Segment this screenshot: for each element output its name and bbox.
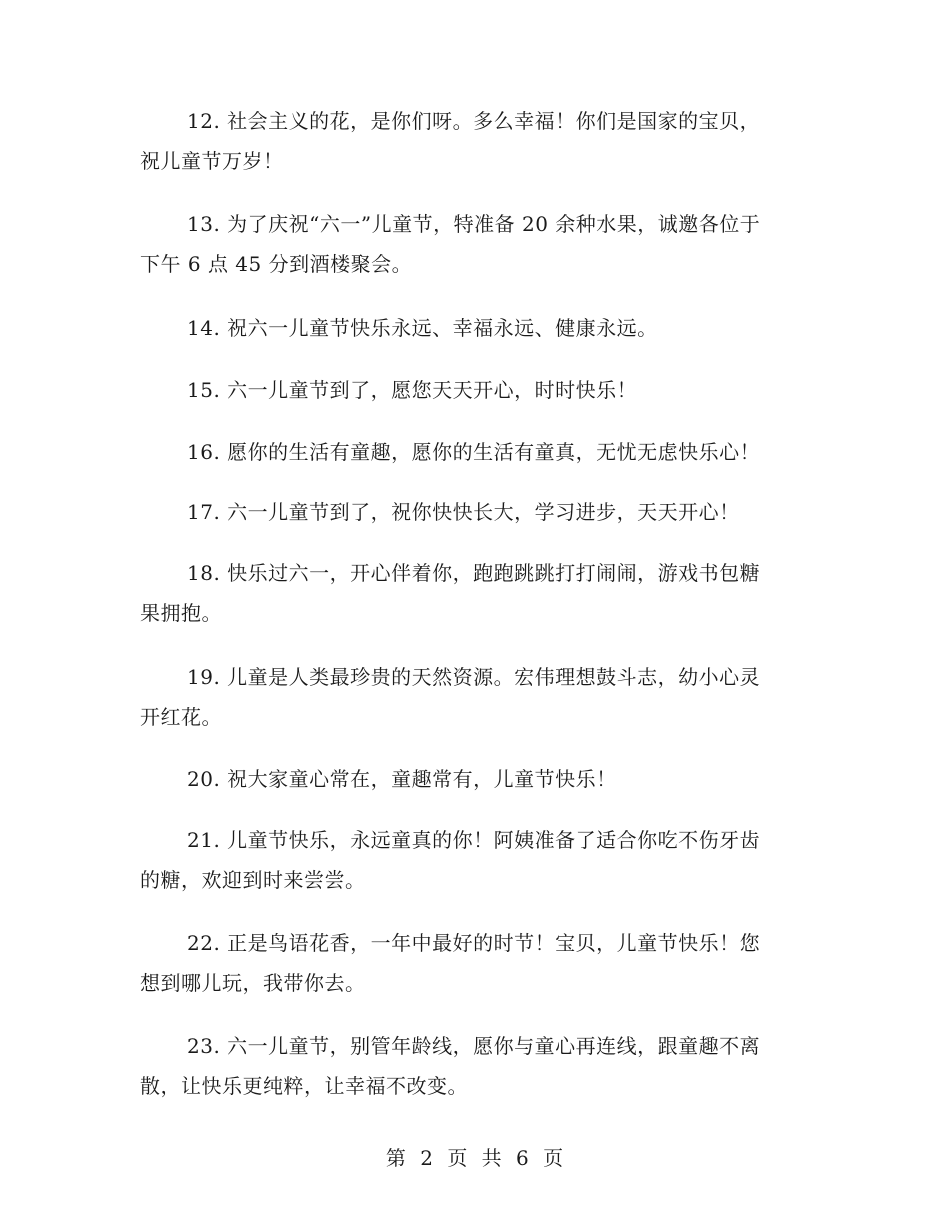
- item-line: 下午 6 点 45 分到酒楼聚会。: [140, 252, 413, 276]
- list-item: [140, 204, 815, 284]
- item-line: 12. 社会主义的花，是你们呀。多么幸福！你们是国家的宝贝，: [187, 109, 761, 133]
- item-line: 16. 愿你的生活有童趣，愿你的生活有童真，无忧无虑快乐心！: [187, 440, 761, 464]
- item-line: 15. 六一儿童节到了，愿您天天开心，时时快乐！: [187, 378, 638, 402]
- list-item: [140, 759, 815, 799]
- item-line: 13. 为了庆祝“六一”儿童节，特准备 20 余种水果，诚邀各位于: [187, 212, 761, 236]
- item-line: 散，让快乐更纯粹，让幸福不改变。: [140, 1074, 468, 1098]
- item-line: 想到哪儿玩，我带你去。: [140, 971, 366, 995]
- item-line: 的糖，欢迎到时来尝尝。: [140, 868, 366, 892]
- list-item: [140, 370, 815, 410]
- item-line: 20. 祝大家童心常在，童趣常有，儿童节快乐！: [187, 767, 617, 791]
- item-line: 17. 六一儿童节到了，祝你快快长大，学习进步，天天开心！: [187, 500, 740, 524]
- list-item: [140, 657, 815, 737]
- list-item: [140, 308, 815, 348]
- item-line: 22. 正是鸟语花香，一年中最好的时节！宝贝，儿童节快乐！您: [187, 931, 761, 955]
- item-line: 23. 六一儿童节，别管年龄线，愿你与童心再连线，跟童趣不离: [187, 1034, 761, 1058]
- list-item: [140, 553, 815, 633]
- item-line: 21. 儿童节快乐，永远童真的你！阿姨准备了适合你吃不伤牙齿: [187, 828, 761, 852]
- item-line: 14. 祝六一儿童节快乐永远、幸福永远、健康永远。: [187, 316, 658, 340]
- item-line: 果拥抱。: [140, 601, 222, 625]
- list-item: [140, 923, 815, 1003]
- item-line: 18. 快乐过六一，开心伴着你，跑跑跳跳打打闹闹，游戏书包糖: [187, 561, 761, 585]
- list-item: [140, 492, 815, 532]
- item-line: 开红花。: [140, 705, 222, 729]
- list-item: [140, 101, 815, 181]
- list-item: [140, 820, 815, 900]
- list-item: [140, 432, 815, 472]
- item-line: 19. 儿童是人类最珍贵的天然资源。宏伟理想鼓斗志，幼小心灵: [187, 665, 761, 689]
- list-item: [140, 1026, 815, 1106]
- item-line: 祝儿童节万岁！: [140, 149, 284, 173]
- page-number-footer: 第 2 页 共 6 页: [385, 1146, 565, 1170]
